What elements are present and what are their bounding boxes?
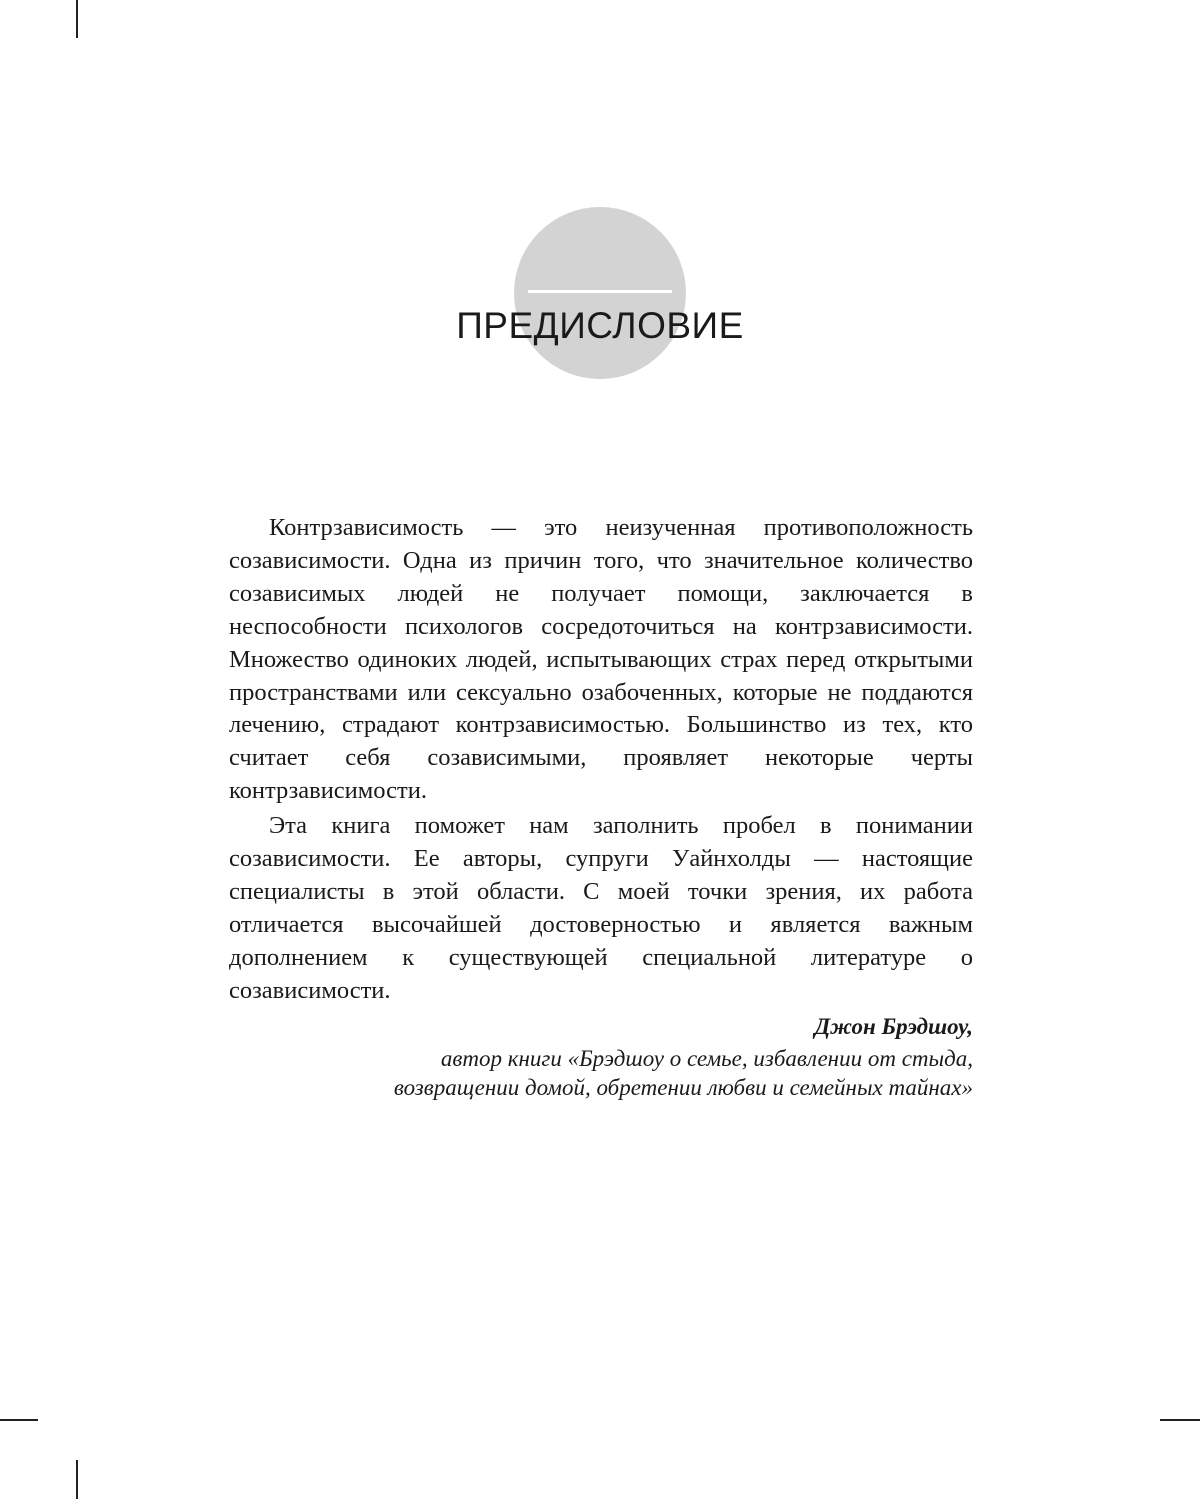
heading-rule <box>528 290 672 293</box>
paragraph-1: Контрзависимость — это неизученная противоположность созависимости. Одна из причин того, что значительное количество созависимых людей не получает помощи, заключается в неспособности психологов сосредоточиться на контрзависимости. Множество одиноких людей, испытывающих страх перед открытыми пространствами или сексуально озабоченных, которые не поддаются лечению, страдают контрзависимостью. Большинство из тех, кто считает себя созависимыми, проявляет некоторые черты контрзависимости. <box>229 514 973 805</box>
attribution-author: Джон Брэдшоу, <box>814 1014 973 1039</box>
chapter-title: ПРЕДИСЛОВИЕ <box>456 305 744 346</box>
crop-mark-right <box>1160 1419 1200 1421</box>
crop-mark-left <box>0 1419 38 1421</box>
paragraph-2: Эта книга поможет нам заполнить пробел в понимании созависимости. Ее авторы, супруги Уайнхолды — настоящие специалисты в этой области. С моей точки зрения, их работа отличается высочайшей достоверностью и является важным дополнением к существующей специальной литературе о созависимости. <box>229 812 973 1004</box>
attribution-work-line-1: автор книги «Брэдшоу о семье, избавлении от стыда, <box>440 1046 973 1071</box>
attribution <box>229 1012 973 1102</box>
attribution-work-line-2: возвращении домой, обретении любви и семейных тайнах» <box>393 1075 973 1100</box>
body-text <box>229 512 973 1008</box>
crop-mark-top <box>76 0 78 38</box>
heading-circle-decoration <box>514 207 686 379</box>
crop-mark-bottom <box>76 1460 78 1499</box>
